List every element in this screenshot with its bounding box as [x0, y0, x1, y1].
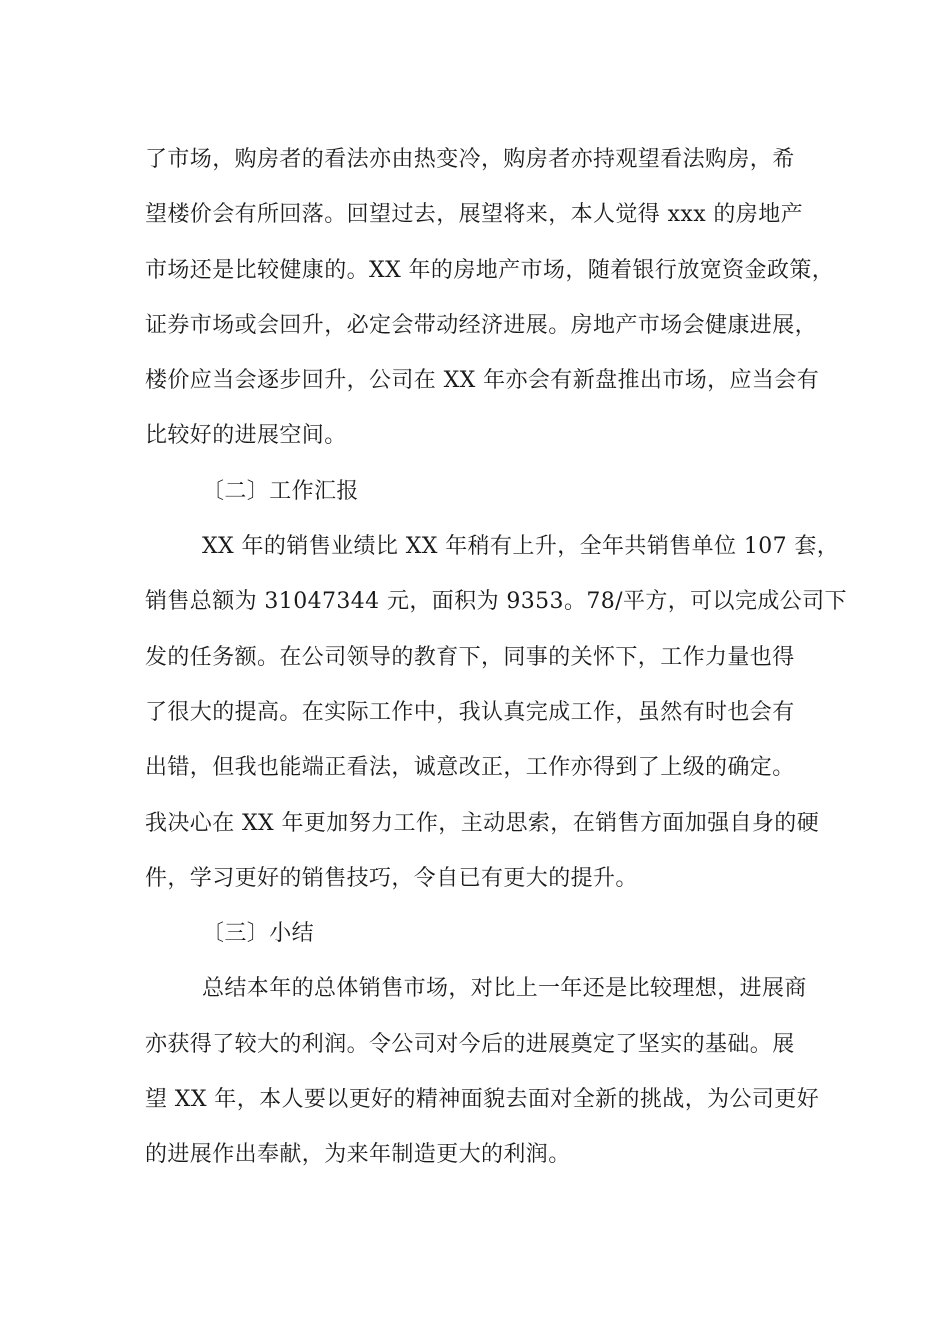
paragraph-line: 我决心在 XX 年更加努力工作，主动思索，在销售方面加强自身的硬 [145, 810, 820, 836]
paragraph-line: 证券市场或会回升，必定会带动经济进展。房地产市场会健康进展， [145, 312, 818, 338]
paragraph-line: 的进展作出奉献，为来年制造更大的利润。 [145, 1142, 571, 1168]
paragraph-line: 望 XX 年，本人要以更好的精神面貌去面对全新的挑战，为公司更好 [145, 1087, 820, 1113]
paragraph-line: 比较好的进展空间。 [145, 423, 347, 449]
section-heading-work-report: 〔二〕工作汇报 [202, 478, 359, 504]
paragraph-line: 了市场，购房者的看法亦由热变冷，购房者亦持观望看法购房，希 [145, 147, 795, 172]
paragraph-line: 销售总额为 31047344 元，面积为 9353。78/平方，可以完成公司下 [145, 589, 847, 615]
paragraph-line: XX 年的销售业绩比 XX 年稍有上升，全年共销售单位 107 套， [202, 534, 840, 560]
paragraph-line: 亦获得了较大的利润。令公司对今后的进展奠定了坚实的基础。展 [145, 1031, 795, 1057]
paragraph-line: 出错，但我也能端正看法，诚意改正，工作亦得到了上级的确定。 [145, 755, 795, 781]
paragraph-line: 发的任务额。在公司领导的教育下，同事的关怀下，工作力量也得 [145, 644, 795, 670]
paragraph-line: 件，学习更好的销售技巧，令自已有更大的提升。 [145, 865, 638, 891]
document-body [145, 132, 847, 1183]
paragraph-line: 望楼价会有所回落。回望过去，展望将来，本人觉得 xxx 的房地产 [145, 202, 804, 228]
paragraph-line: 市场还是比较健康的。XX 年的房地产市场，随着银行放宽资金政策， [145, 257, 835, 283]
section-heading-summary: 〔三〕小结 [202, 921, 315, 947]
paragraph-line: 总结本年的总体销售市场，对比上一年还是比较理想，进展商 [202, 976, 807, 1002]
paragraph-line: 楼价应当会逐步回升，公司在 XX 年亦会有新盘推出市场，应当会有 [145, 368, 820, 394]
paragraph-line: 了很大的提高。在实际工作中，我认真完成工作，虽然有时也会有 [145, 699, 795, 725]
